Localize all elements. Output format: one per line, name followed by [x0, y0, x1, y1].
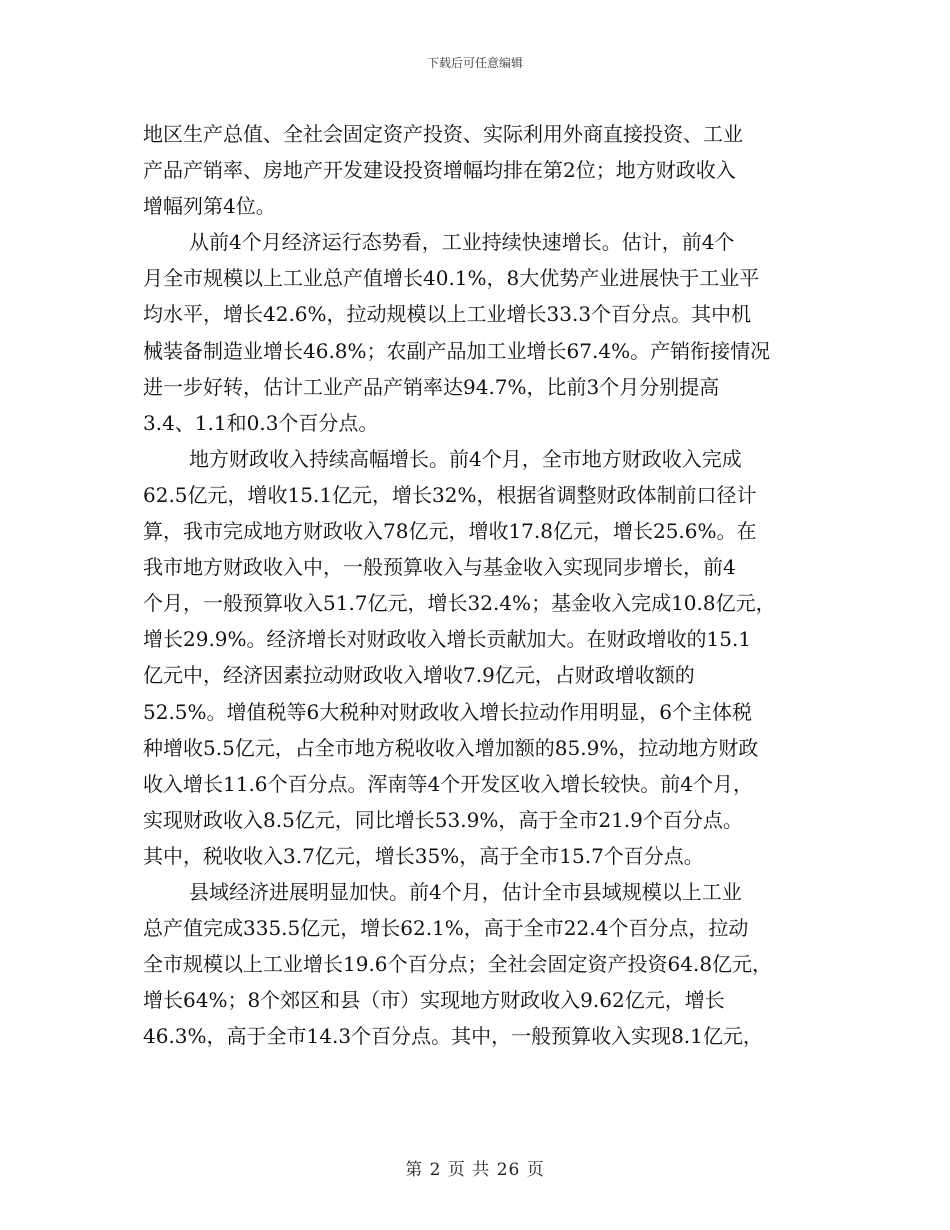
text-line: 总产值完成335.5亿元，增长62.1%，高于全市22.4个百分点，拉动	[143, 916, 749, 941]
page-header: 下载后可任意编辑	[426, 56, 523, 70]
text-line: 月全市规模以上工业总产值增长40.1%，8大优势产业进展快于工业平	[143, 266, 760, 291]
text-line: 增长64%；8个郊区和县（市）实现地方财政收入9.62亿元，增长	[143, 988, 725, 1013]
paragraph-start-line: 地方财政收入持续高幅增长。前4个月，全市地方财政收入完成	[189, 446, 742, 471]
document-body	[143, 116, 823, 1054]
text-line: 3.4、1.1和0.3个百分点。	[143, 410, 379, 435]
text-line: 个月，一般预算收入51.7亿元，增长32.4%；基金收入完成10.8亿元，	[143, 591, 776, 616]
text-line: 械装备制造业增长46.8%；农副产品加工业增长67.4%。产销衔接情况	[143, 338, 771, 363]
paragraph-start-line: 县域经济进展明显加快。前4个月，估计全市县域规模以上工业	[189, 879, 742, 904]
text-line: 亿元中，经济因素拉动财政收入增收7.9亿元，占财政增收额的	[143, 663, 695, 688]
text-line: 均水平，增长42.6%，拉动规模以上工业增长33.3个百分点。其中机	[143, 302, 752, 327]
text-line: 52.5%。增值税等6大税种对财政收入增长拉动作用明显，6个主体税	[143, 699, 752, 724]
text-line: 收入增长11.6个百分点。浑南等4个开发区收入增长较快。前4个月，	[143, 771, 753, 796]
text-line: 其中，税收收入3.7亿元，增长35%，高于全市15.7个百分点。	[143, 843, 704, 868]
text-line: 46.3%，高于全市14.3个百分点。其中，一般预算收入实现8.1亿元，	[143, 1024, 763, 1049]
page-footer: 第 2 页 共 26 页	[405, 1160, 545, 1180]
text-line: 增幅列第4位。	[143, 194, 276, 219]
text-line: 实现财政收入8.5亿元，同比增长53.9%，高于全市21.9个百分点。	[143, 807, 743, 832]
text-line: 我市地方财政收入中，一般预算收入与基金收入实现同步增长，前4	[143, 555, 736, 580]
text-line: 产品产销率、房地产开发建设投资增幅均排在第2位；地方财政收入	[143, 158, 736, 183]
paragraph-start-line: 从前4个月经济运行态势看，工业持续快速增长。估计，前4个	[189, 230, 735, 255]
text-line: 增长29.9%。经济增长对财政收入增长贡献加大。在财政增收的15.1	[143, 627, 752, 652]
text-line: 进一步好转，估计工业产品产销率达94.7%，比前3个月分别提高	[143, 374, 720, 399]
text-line: 种增收5.5亿元，占全市地方税收收入增加额的85.9%，拉动地方财政	[143, 735, 759, 760]
text-line: 算，我市完成地方财政收入78亿元，增收17.8亿元，增长25.6%。在	[143, 519, 757, 544]
text-line: 62.5亿元，增收15.1亿元，增长32%，根据省调整财政体制前口径计	[143, 482, 757, 507]
text-line: 地区生产总值、全社会固定资产投资、实际利用外商直接投资、工业	[143, 122, 743, 146]
text-line: 全市规模以上工业增长19.6个百分点；全社会固定资产投资64.8亿元，	[143, 952, 773, 977]
